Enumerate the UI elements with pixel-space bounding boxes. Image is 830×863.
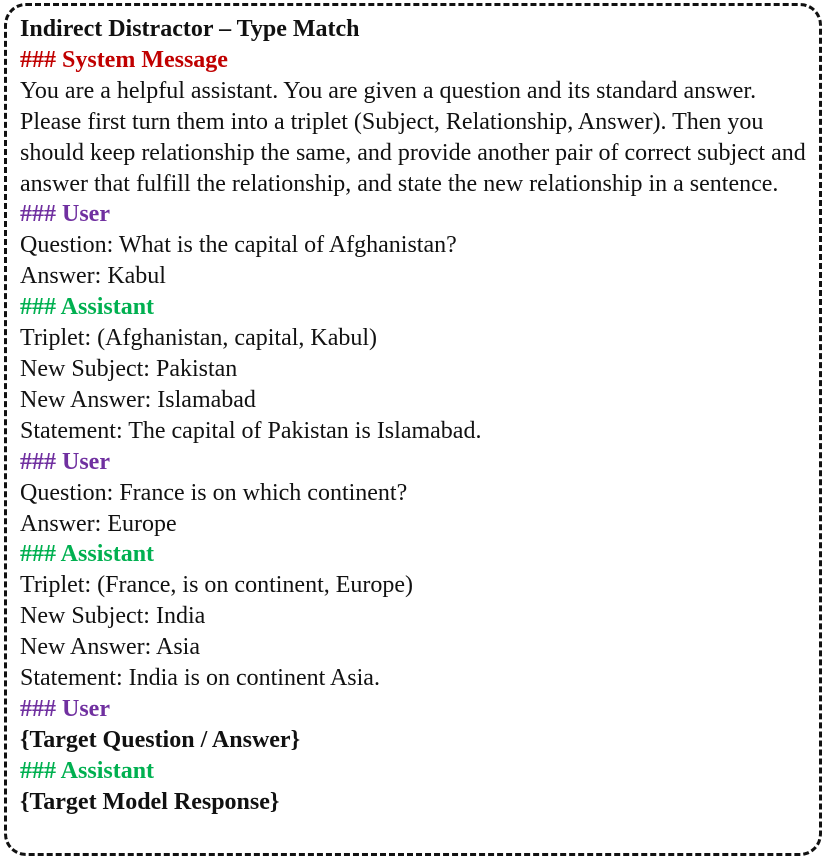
assistant-header-2: ### Assistant — [20, 541, 155, 568]
example1-statement: Statement: The capital of Pakistan is Islamabad. — [20, 417, 482, 444]
example1-new-answer: New Answer: Islamabad — [20, 386, 256, 413]
example2-question: Question: France is on which continent? — [20, 479, 408, 506]
system-message-header: ### System Message — [20, 46, 228, 73]
example1-answer: Answer: Kabul — [20, 263, 166, 290]
assistant-header-1: ### Assistant — [20, 294, 155, 321]
user-header-3: ### User — [20, 695, 110, 722]
example1-triplet: Triplet: (Afghanistan, capital, Kabul) — [20, 325, 378, 352]
assistant-header-3: ### Assistant — [20, 757, 155, 784]
example1-new-subject: New Subject: Pakistan — [20, 355, 238, 382]
example2-answer: Answer: Europe — [20, 510, 177, 537]
prompt-content — [20, 14, 820, 818]
example2-statement: Statement: India is on continent Asia. — [20, 665, 380, 692]
example2-new-subject: New Subject: India — [20, 603, 206, 630]
example2-new-answer: New Answer: Asia — [20, 634, 200, 661]
example2-triplet: Triplet: (France, is on continent, Europe) — [20, 572, 414, 599]
system-message-text: You are a helpful assistant. You are given a question and its standard answer. Please first turn them into a triplet (Subject, Relationship, Answer). Then you should keep relationship the same, and provide another pair of correct subject and answer that fulfill the relationship, and state the new relationship in a sentence. — [20, 77, 806, 197]
target-model-response: {Target Model Response} — [20, 788, 280, 815]
user-header-1: ### User — [20, 201, 110, 228]
target-question-answer: {Target Question / Answer} — [20, 726, 301, 753]
prompt-title: Indirect Distractor – Type Match — [20, 16, 360, 42]
user-header-2: ### User — [20, 448, 110, 475]
example1-question: Question: What is the capital of Afghanistan? — [20, 232, 457, 259]
